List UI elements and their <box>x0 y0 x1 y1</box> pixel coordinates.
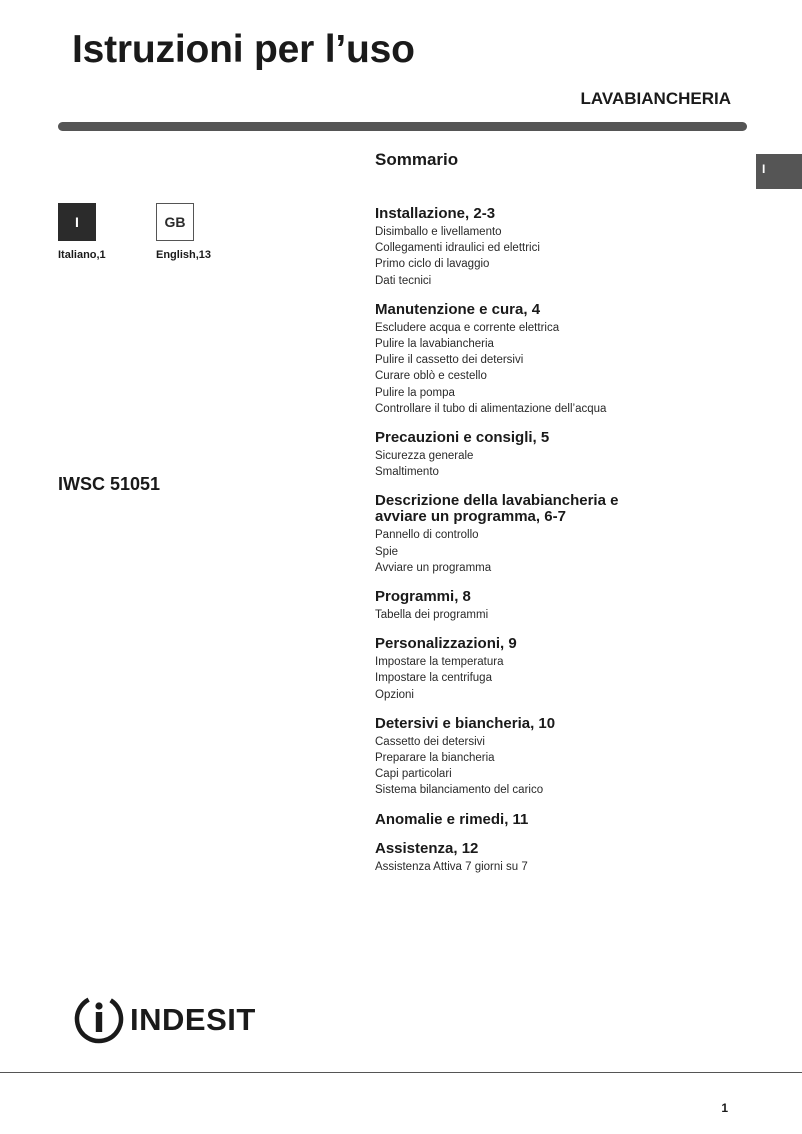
toc-section-title[interactable]: Detersivi e biancheria, 10 <box>375 714 556 732</box>
toc-section-title[interactable]: Anomalie e rimedi, 11 <box>375 810 529 828</box>
toc-item[interactable]: Cassetto dei detersivi <box>375 735 485 748</box>
toc-item[interactable]: Capi particolari <box>375 768 452 781</box>
language-label-english: English,13 <box>156 249 212 261</box>
toc-item[interactable]: Curare oblò e cestello <box>375 370 487 383</box>
toc-section <box>375 302 775 417</box>
toc-item[interactable]: Pulire la pompa <box>375 386 455 399</box>
toc-item[interactable]: Disimballo e livellamento <box>375 226 502 238</box>
toc-item[interactable]: Collegamenti idraulici ed elettrici <box>375 242 540 255</box>
toc-section-title[interactable]: Assistenza, 12 <box>375 839 479 857</box>
toc-sections <box>375 206 775 875</box>
indesit-logo <box>74 994 274 1044</box>
toc-item[interactable]: Sistema bilanciamento del carico <box>375 784 544 797</box>
language-badge-italian[interactable]: I <box>58 203 96 241</box>
toc-section-title[interactable]: Descrizione della lavabiancheria e avviare un programma, 6-7 <box>375 492 619 526</box>
toc-item[interactable]: Opzioni <box>375 688 414 701</box>
toc-section-title[interactable]: Personalizzazioni, 9 <box>375 635 517 653</box>
toc-item[interactable]: Controllare il tubo di alimentazione dell’acqua <box>375 402 607 415</box>
toc-item[interactable]: Escludere acqua e corrente elettrica <box>375 321 560 334</box>
header-divider <box>58 122 747 131</box>
logo-wordmark: INDESIT <box>130 1002 256 1037</box>
toc-item[interactable]: Spie <box>375 545 399 558</box>
toc-item[interactable]: Impostare la centrifuga <box>375 672 492 685</box>
toc-section <box>375 206 775 289</box>
toc-item[interactable]: Avviare un programma <box>375 561 492 574</box>
toc-item[interactable]: Preparare la biancheria <box>375 752 495 765</box>
toc-item[interactable]: Assistenza Attiva 7 giorni su 7 <box>375 860 528 873</box>
toc-section-title[interactable]: Manutenzione e cura, 4 <box>375 300 541 318</box>
table-of-contents <box>375 150 775 888</box>
toc-item[interactable]: Pannello di controllo <box>375 529 479 542</box>
toc-section <box>375 430 775 480</box>
toc-item[interactable]: Pulire la lavabiancheria <box>375 338 494 351</box>
footer-divider <box>0 1072 802 1073</box>
logo-dot <box>95 1002 102 1009</box>
toc-item[interactable]: Pulire il cassetto dei detersivi <box>375 354 524 367</box>
toc-item[interactable]: Impostare la temperatura <box>375 656 504 669</box>
logo-stem <box>96 1012 102 1032</box>
language-label-italian: Italiano,1 <box>58 249 106 261</box>
toc-item[interactable]: Dati tecnici <box>375 274 432 287</box>
page-number: 1 <box>721 1101 728 1115</box>
toc-item[interactable]: Smaltimento <box>375 466 439 479</box>
toc-section <box>375 636 775 703</box>
toc-section-title[interactable]: Programmi, 8 <box>375 588 471 606</box>
toc-item[interactable]: Tabella dei programmi <box>375 609 489 622</box>
toc-section <box>375 812 775 828</box>
page-title: Istruzioni per l’uso <box>72 28 415 71</box>
toc-section-title[interactable]: Precauzioni e consigli, 5 <box>375 429 550 447</box>
toc-section <box>375 716 775 799</box>
toc-item[interactable]: Primo ciclo di lavaggio <box>375 258 490 271</box>
toc-section <box>375 841 775 875</box>
model-number: IWSC 51051 <box>58 474 161 494</box>
toc-section <box>375 493 775 576</box>
language-side-tab: I <box>756 154 802 189</box>
language-badge-english[interactable]: GB <box>156 203 194 241</box>
product-type: LAVABIANCHERIA <box>580 89 731 108</box>
toc-heading: Sommario <box>375 150 459 169</box>
toc-section <box>375 589 775 623</box>
toc-item[interactable]: Sicurezza generale <box>375 450 474 463</box>
toc-section-title[interactable]: Installazione, 2-3 <box>375 205 496 222</box>
